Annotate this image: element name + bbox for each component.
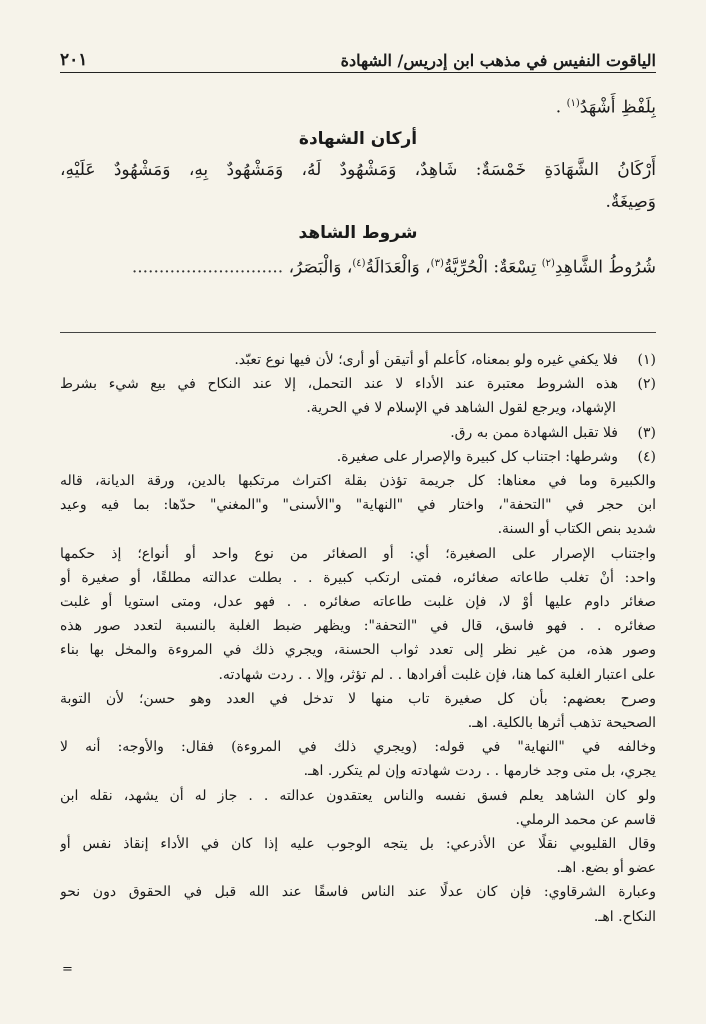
footnote-4-line-8: صغائره . . فهو فاسق، قال في "التحفة": ويظهر ضبط الغلبة بالنسبة لتعدد صور هذه	[60, 618, 656, 635]
footnote-4-text-1: وشرطها: اجتناب كل كبيرة والإصرار على صغيرة.	[336, 448, 618, 465]
footnote-number-1: (١)	[637, 352, 656, 368]
heading-witness-conditions: شروط الشاهد	[298, 222, 418, 243]
footnote-4-line-16: قاسم عن محمد الرملي.	[515, 811, 656, 828]
footnote-4-line-15: ولو كان الشاهد يعلم فسق نفسه والناس يعتقدون عدالته . . جاز له أن يشهد، نقله ابن	[60, 787, 656, 804]
footnote-4-line-18: عضو أو بضع. اهـ.	[556, 860, 656, 877]
footnote-ref-4: (٤)	[352, 257, 366, 269]
footnote-ref-2: (٢)	[541, 257, 555, 269]
footnote-4-line-1	[60, 445, 656, 469]
footnote-4-line-7: صغائر داوم عليها أوْ لا، فإن غلبت طاعاته صغائره . . فهو عدل، ومتى استويا أو غلبت	[60, 594, 656, 611]
footnotes	[60, 348, 656, 929]
heading-pillars: أركان الشهادة	[298, 128, 418, 149]
footnote-1-text: فلا يكفي غيره ولو بمعناه، كأعلم أو أتيقن أو أرى؛ لأن فيها نوع تعبّد.	[234, 352, 618, 368]
footnote-4-line-5: واجتناب الإصرار على الصغيرة؛ أي: أو الصغائر من نوع واحد أو أنواع؛ إذ حكمها	[60, 545, 656, 562]
footnote-number-2: (٢)	[637, 376, 656, 393]
footnote-4-line-9: وصور هذه، من غير نظر إلى تعدد ثواب الحسنة، ويجري ذلك في المروءة والمخل بها بناء	[60, 642, 656, 659]
footnote-4-line-14: يجري، بل متى وجد خارمها . . ردت شهادته وإن لم يتكرر. اهـ.	[303, 763, 656, 780]
footnote-2-text-1: هذه الشروط معتبرة عند الأداء لا عند التحمل، إلا عند النكاح في بيع شيء بشرط	[60, 376, 618, 393]
conditions-part-a: شُرُوطُ الشَّاهِدِ	[554, 257, 656, 278]
footnote-separator	[60, 332, 656, 333]
page-header	[60, 44, 656, 70]
footnote-4-line-6: واحد: أنْ تغلب طاعاته صغائره، فمتى ارتكب كبيرة . . بطلت عدالته مطلقًا، أو صغيرة أو	[60, 569, 656, 586]
page-number: ٢٠١	[60, 50, 88, 70]
footnote-4-line-12: الصحيحة تذهب أثرها بالكلية. اهـ.	[467, 715, 656, 732]
footnote-ref-1: (١)	[566, 98, 580, 109]
opening-end: .	[555, 97, 562, 118]
footnote-number-3: (٣)	[637, 424, 656, 441]
running-title: الياقوت النفيس في مذهب ابن إدريس/ الشهادة	[340, 51, 656, 70]
conditions-part-d: ، وَالْبَصَرُ،	[288, 257, 353, 278]
footnote-number-4: (٤)	[637, 448, 656, 465]
footnote-4-line-10: على اعتبار الغلبة كما هنا، فإن غلبت أفرادها . . لم تؤثر، وإلا . . ردت شهادته.	[218, 666, 656, 683]
footnote-1	[60, 348, 656, 372]
footnote-4-line-4: شديد بنص الكتاب أو السنة.	[497, 521, 656, 538]
footnote-2-line-2: الإشهاد، ويرجع لقول الشاهد في الإسلام لا في الحرية.	[306, 400, 616, 417]
footnote-3-text: فلا تقبل الشهادة ممن به رق.	[450, 424, 618, 441]
opening-line	[60, 88, 656, 124]
footnote-2-line-1	[60, 372, 656, 396]
footnote-4-line-3: ابن حجر في "التحفة"، واختار في "النهاية" و"الأسنى" و"المغني" حدّها: بما فيه وعيد	[60, 497, 656, 514]
continuation-mark: =	[62, 962, 73, 977]
conditions-part-c: ، وَالْعَدَالَةُ	[365, 257, 431, 278]
footnote-4-line-17: وقال القليوبي نقلًا عن الأذرعي: بل يتجه الوجوب عليه إذا كان في الأداء إنقاذ نفس أو	[60, 836, 656, 853]
footnote-4-line-11: وصرح بعضهم: بأن كل صغيرة تاب منها لا تدخل في العدد وهو حسن؛ لأن التوبة	[60, 690, 656, 707]
pillars-line-1: أَرْكَانُ الشَّهَادَةِ خَمْسَةٌ: شَاهِدٌ، وَمَشْهُودٌ لَهُ، وَمَشْهُودٌ بِهِ، وَمَشْهُودٌ عَلَيْهِ،	[60, 159, 656, 180]
pillars-line-2: وَصِيغَةٌ.	[605, 191, 656, 212]
footnote-4-line-13: وخالفه في "النهاية" في قوله: (ويجري ذلك في المروءة) فقال: والأوجه: أنه لا	[60, 739, 656, 756]
opening-text: بِلَفْظِ أَشْهَدُ	[579, 97, 656, 118]
conditions-line	[60, 248, 656, 284]
footnote-ref-3: (٣)	[430, 257, 444, 269]
main-text	[60, 88, 656, 283]
header-rule	[60, 72, 656, 73]
conditions-part-b: تِسْعَةٌ: الْحُرِّيَّةُ	[443, 257, 542, 278]
continuation-dots: ............................	[131, 257, 284, 278]
footnote-4-line-20: النكاح. اهـ.	[593, 908, 656, 925]
footnote-4-line-19: وعبارة الشرقاوي: فإن كان عدلًا عند الناس فاسقًا عند الله قبل في الحقوق دون نحو	[60, 884, 656, 901]
footnote-3	[60, 421, 656, 445]
footnote-4-line-2: والكبيرة وما في معناها: كل جريمة تؤذن بقلة اكتراث مرتكبها بالدين، ورقة الديانة، قاله	[60, 473, 656, 490]
